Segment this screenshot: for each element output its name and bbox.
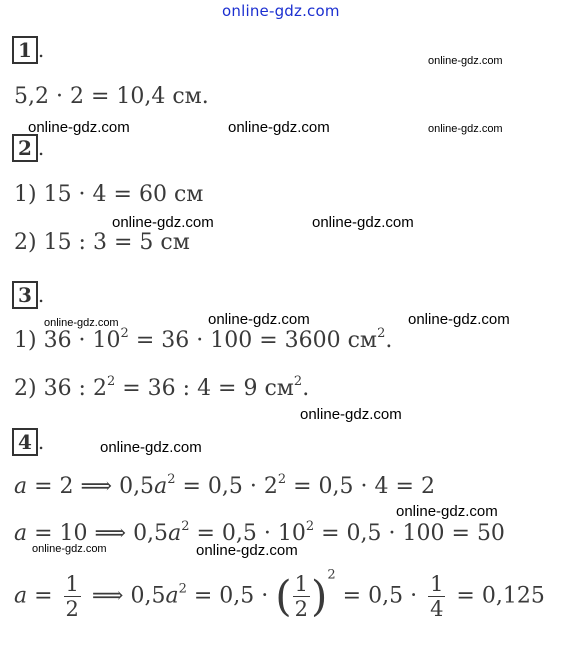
expr-part: 1) 36 · 10	[14, 328, 121, 353]
header-watermark[interactable]: online-gdz.com	[222, 2, 340, 20]
watermark: online-gdz.com	[300, 406, 402, 423]
task-3-header	[12, 281, 44, 309]
watermark: online-gdz.com	[196, 542, 298, 559]
expr-part: = 36 : 4 = 9 см	[115, 376, 294, 401]
exponent: 2	[277, 472, 287, 487]
exponent: 2	[167, 472, 176, 487]
task-number-dot: .	[37, 38, 45, 62]
task-2-header	[12, 134, 44, 162]
variable: a	[14, 474, 28, 499]
fraction	[64, 572, 81, 621]
watermark: online-gdz.com	[428, 55, 503, 67]
variable: a	[154, 474, 168, 499]
task-number-box: 1	[12, 36, 38, 64]
task-1-line-1: 5,2 · 2 = 10,4 см.	[14, 84, 209, 109]
expr-part: =	[27, 583, 60, 609]
task-number-dot: .	[37, 136, 45, 160]
task-4-header	[12, 428, 44, 456]
expr-part: = 0,5 ·	[186, 583, 276, 609]
watermark: online-gdz.com	[228, 119, 330, 136]
fraction-numerator: 1	[430, 572, 444, 596]
watermark: online-gdz.com	[428, 123, 503, 135]
watermark: online-gdz.com	[312, 214, 414, 231]
expr-part: = 0,5 ·	[335, 583, 425, 609]
expr-part: .	[302, 376, 310, 401]
exponent: 2	[106, 374, 116, 389]
variable: a	[165, 583, 179, 609]
expr-part: ⟹ 0,5	[84, 583, 166, 609]
right-paren: )	[311, 571, 328, 621]
fraction	[293, 572, 310, 621]
task-4-line-3	[14, 567, 545, 621]
fraction-numerator: 1	[294, 572, 308, 596]
fraction	[428, 572, 445, 621]
task-number-dot: .	[37, 430, 45, 454]
watermark: online-gdz.com	[396, 503, 498, 520]
fraction-denominator: 2	[294, 597, 308, 621]
expr-part: = 36 · 100 = 3600 см	[128, 328, 378, 353]
watermark: online-gdz.com	[32, 543, 107, 555]
exponent: 2	[327, 567, 336, 583]
task-number-box: 4	[12, 428, 38, 456]
exponent: 2	[305, 519, 315, 534]
expr-part: .	[385, 328, 393, 353]
expr-part: = 0,125	[449, 583, 545, 609]
task-2-line-1: 1) 15 · 4 = 60 см	[14, 182, 204, 207]
variable: a	[14, 583, 28, 609]
watermark: online-gdz.com	[44, 317, 119, 329]
expr-part: = 2 ⟹ 0,5	[27, 474, 155, 499]
task-3-line-1	[14, 328, 392, 353]
exponent: 2	[120, 326, 129, 341]
task-4-line-1	[14, 474, 435, 499]
fraction-denominator: 2	[65, 597, 79, 621]
fraction-denominator: 4	[430, 597, 444, 621]
task-3-line-2	[14, 376, 309, 401]
expr-part: = 0,5 · 2	[175, 474, 278, 499]
exponent: 2	[178, 581, 187, 597]
watermark: online-gdz.com	[100, 439, 202, 456]
task-1-header	[12, 36, 44, 64]
expr-part: = 0,5 · 4 = 2	[286, 474, 435, 499]
left-paren: (	[275, 571, 292, 621]
watermark: online-gdz.com	[112, 214, 214, 231]
exponent: 2	[181, 519, 190, 534]
watermark: online-gdz.com	[208, 311, 310, 328]
exponent: 2	[377, 326, 386, 341]
fraction-numerator: 1	[65, 572, 79, 596]
watermark: online-gdz.com	[408, 311, 510, 328]
expr-part: = 0,5 · 100 = 50	[314, 521, 505, 546]
variable: a	[168, 521, 182, 546]
exponent: 2	[293, 374, 303, 389]
task-number-dot: .	[37, 283, 45, 307]
variable: a	[14, 521, 28, 546]
expr-part: = 0,5 · 10	[189, 521, 306, 546]
expr-part: = 10 ⟹ 0,5	[27, 521, 169, 546]
task-number-box: 2	[12, 134, 38, 162]
expr-part: 2) 36 : 2	[14, 376, 107, 401]
task-number-box: 3	[12, 281, 38, 309]
watermark: online-gdz.com	[28, 119, 130, 136]
task-2-line-2: 2) 15 : 3 = 5 см	[14, 230, 190, 255]
